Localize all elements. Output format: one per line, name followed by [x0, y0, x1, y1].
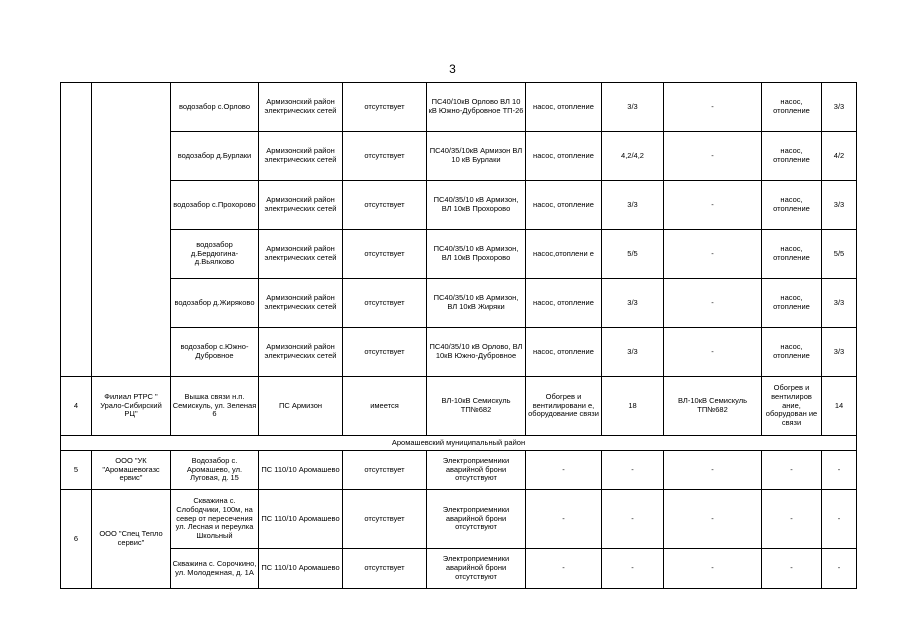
alt-load-cell: - [762, 451, 822, 490]
district-heading: Аромашевский муниципальный район [61, 436, 857, 451]
load-cell: - [526, 451, 602, 490]
alt-source-cell: - [664, 279, 762, 328]
alt-source-cell: - [664, 490, 762, 549]
page-number: 3 [449, 62, 456, 76]
alt-source-cell: - [664, 451, 762, 490]
source-cell: ПС40/35/10 кВ Армизон, ВЛ 10кВ Прохорово [427, 230, 526, 279]
power-cell: 18 [602, 377, 664, 436]
network-cell: Армизонский район электрических сетей [259, 83, 343, 132]
load-cell: насос, отопление [526, 83, 602, 132]
source-cell: Электроприемники аварийной брони отсутствуют [427, 549, 526, 589]
alt-load-cell: насос, отопление [762, 328, 822, 377]
table-row [61, 181, 857, 230]
alt-load-cell: - [762, 490, 822, 549]
object-cell: Водозабор с. Аромашево, ул. Луговая, д. 15 [171, 451, 259, 490]
object-cell: водозабор д.Жиряково [171, 279, 259, 328]
reserve-cell: отсутствует [343, 451, 427, 490]
power-cell: 3/3 [602, 328, 664, 377]
alt-source-cell: - [664, 328, 762, 377]
power-cell: 4,2/4,2 [602, 132, 664, 181]
load-cell: - [526, 490, 602, 549]
alt-load-cell: - [762, 549, 822, 589]
power-cell: - [602, 549, 664, 589]
load-cell: - [526, 549, 602, 589]
alt-load-cell: насос, отопление [762, 181, 822, 230]
load-cell: насос, отопление [526, 132, 602, 181]
table-row [61, 490, 857, 549]
organization-cell: ООО "Спец Тепло сервис" [92, 490, 171, 589]
alt-power-cell: - [822, 549, 857, 589]
source-cell: ПС40/10кВ Орлово ВЛ 10 кВ Южно-Дубровное ТП-26 [427, 83, 526, 132]
object-cell: Скважина с. Слободчики, 100м, на север от пересечения ул. Лесная и переулка Школьный [171, 490, 259, 549]
source-cell: ВЛ-10кВ Семискуль ТП№682 [427, 377, 526, 436]
alt-source-cell: - [664, 132, 762, 181]
load-cell: насос,отоплени е [526, 230, 602, 279]
alt-source-cell: ВЛ-10кВ Семискуль ТП№682 [664, 377, 762, 436]
reserve-cell: отсутствует [343, 230, 427, 279]
network-cell: ПС Армизон [259, 377, 343, 436]
load-cell: насос, отопление [526, 181, 602, 230]
reserve-cell: отсутствует [343, 490, 427, 549]
alt-source-cell: - [664, 83, 762, 132]
network-cell: ПС 110/10 Аромашево [259, 451, 343, 490]
alt-power-cell: 5/5 [822, 230, 857, 279]
alt-power-cell: - [822, 490, 857, 549]
district-heading-row [61, 436, 857, 451]
table-row [61, 549, 857, 589]
network-cell: Армизонский район электрических сетей [259, 328, 343, 377]
alt-load-cell: Обогрев и вентилиров ание, оборудован ие связи [762, 377, 822, 436]
power-cell: 5/5 [602, 230, 664, 279]
row-number-cell: 4 [61, 377, 92, 436]
network-cell: Армизонский район электрических сетей [259, 132, 343, 181]
reserve-cell: отсутствует [343, 549, 427, 589]
reserve-cell: отсутствует [343, 328, 427, 377]
reserve-cell: отсутствует [343, 83, 427, 132]
load-cell: насос, отопление [526, 279, 602, 328]
object-cell: Скважина с. Сорочкино, ул. Молодежная, д. 1А [171, 549, 259, 589]
alt-power-cell: 4/2 [822, 132, 857, 181]
alt-source-cell: - [664, 549, 762, 589]
reserve-cell: отсутствует [343, 132, 427, 181]
alt-power-cell: 3/3 [822, 328, 857, 377]
network-cell: Армизонский район электрических сетей [259, 279, 343, 328]
network-cell: Армизонский район электрических сетей [259, 181, 343, 230]
source-cell: Электроприемники аварийной брони отсутствуют [427, 451, 526, 490]
object-cell: Вышка связи н.п. Семискуль, ул. Зеленая 6 [171, 377, 259, 436]
reserve-cell: имеется [343, 377, 427, 436]
table-row [61, 230, 857, 279]
object-cell: водозабор д.Бурлаки [171, 132, 259, 181]
alt-load-cell: насос, отопление [762, 279, 822, 328]
network-cell: Армизонский район электрических сетей [259, 230, 343, 279]
alt-power-cell: 14 [822, 377, 857, 436]
alt-power-cell: 3/3 [822, 83, 857, 132]
object-cell: водозабор с.Орлово [171, 83, 259, 132]
alt-power-cell: - [822, 451, 857, 490]
object-cell: водозабор с.Южно-Дубровное [171, 328, 259, 377]
source-cell: ПС40/35/10 кВ Орлово, ВЛ 10кВ Южно-Дубровное [427, 328, 526, 377]
alt-source-cell: - [664, 181, 762, 230]
alt-power-cell: 3/3 [822, 181, 857, 230]
alt-power-cell: 3/3 [822, 279, 857, 328]
power-cell: 3/3 [602, 83, 664, 132]
network-cell: ПС 110/10 Аромашево [259, 490, 343, 549]
alt-source-cell: - [664, 230, 762, 279]
table-row [61, 328, 857, 377]
reserve-cell: отсутствует [343, 279, 427, 328]
alt-load-cell: насос, отопление [762, 83, 822, 132]
object-cell: водозабор д.Бердюгина-д.Вьялково [171, 230, 259, 279]
power-cell: 3/3 [602, 181, 664, 230]
power-cell: - [602, 451, 664, 490]
table-row [61, 83, 857, 132]
organization-cell: ООО "УК "Аромашевогазс ервис" [92, 451, 171, 490]
alt-load-cell: насос, отопление [762, 132, 822, 181]
row-number-cell [61, 83, 92, 377]
row-number-cell: 5 [61, 451, 92, 490]
table-row [61, 377, 857, 436]
load-cell: насос, отопление [526, 328, 602, 377]
load-cell: Обогрев и вентилировани е, оборудование связи [526, 377, 602, 436]
power-cell: 3/3 [602, 279, 664, 328]
network-cell: ПС 110/10 Аромашево [259, 549, 343, 589]
source-cell: ПС40/35/10кВ Армизон ВЛ 10 кВ Бурлаки [427, 132, 526, 181]
object-cell: водозабор с.Прохорово [171, 181, 259, 230]
source-cell: ПС40/35/10 кВ Армизон, ВЛ 10кВ Жиряки [427, 279, 526, 328]
alt-load-cell: насос, отопление [762, 230, 822, 279]
row-number-cell: 6 [61, 490, 92, 589]
source-cell: ПС40/35/10 кВ Армизон, ВЛ 10кВ Прохорово [427, 181, 526, 230]
power-cell: - [602, 490, 664, 549]
table-row [61, 279, 857, 328]
table-row [61, 451, 857, 490]
table-row [61, 132, 857, 181]
organization-cell [92, 83, 171, 377]
organization-cell: Филиал РТРС " Урало-Сибирский РЦ" [92, 377, 171, 436]
source-cell: Электроприемники аварийной брони отсутствуют [427, 490, 526, 549]
power-supply-table [60, 82, 857, 589]
reserve-cell: отсутствует [343, 181, 427, 230]
